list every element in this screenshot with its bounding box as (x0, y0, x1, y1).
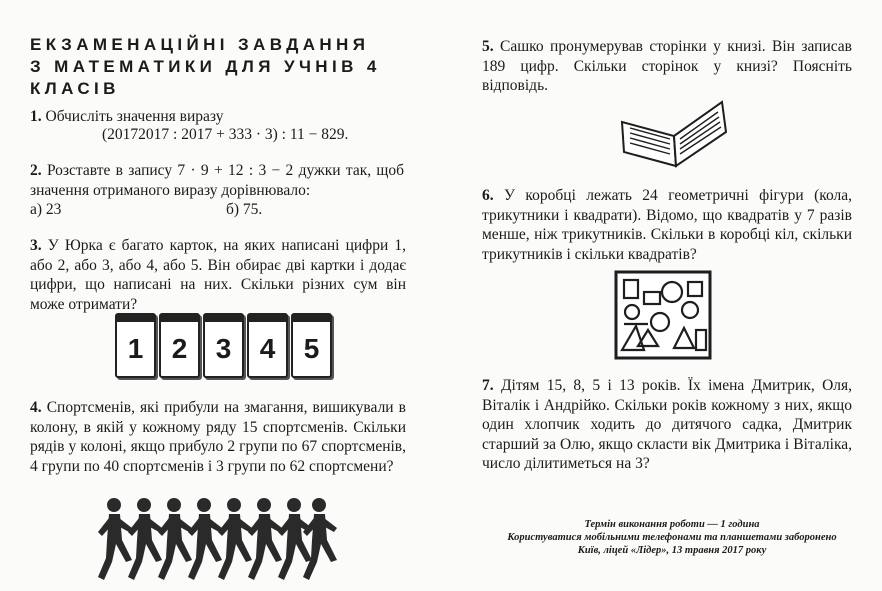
task-number: 5. (482, 38, 494, 55)
page-title (30, 34, 420, 100)
task-number: 6. (482, 187, 494, 204)
title-line-1: ЕКЗАМЕНАЦІЙНІ ЗАВДАННЯ (30, 35, 370, 54)
digit-card: 1 (115, 313, 156, 378)
footer (482, 518, 862, 557)
task-5 (482, 37, 852, 96)
task-3 (30, 236, 406, 314)
digit-card: 5 (291, 313, 332, 378)
task-text: Дітям 15, 8, 5 і 13 років. Їх імена Дмитрик, Оля, Віталік і Андрійко. Скільки років кожному з них, якщо один хлопчик ходить до дитячого садка, Дмитрик старший за Олю, якщо скласти вік Дмитрика і Віталіка, число ділитиметься на 3? (482, 377, 853, 473)
open-book-icon (618, 96, 730, 168)
task-number: 3. (30, 237, 42, 254)
task-text: Обчисліть значення виразу (45, 108, 224, 125)
task-2-option-b: б) 75. (226, 201, 263, 218)
digit-card: 4 (247, 313, 288, 378)
task-4 (30, 398, 406, 476)
geometric-shapes-icon (614, 270, 712, 360)
task-6 (482, 186, 852, 264)
digit-card: 2 (159, 313, 200, 378)
task-number: 2. (30, 162, 42, 179)
task-1-expression: (20172017 : 2017 + 333 · 3) : 11 − 829. (102, 126, 349, 143)
task-number: 4. (30, 399, 42, 416)
task-7 (482, 376, 852, 474)
task-text: Спортсменів, які прибули на змагання, вишикували в колону, в якій у кожному ряду 15 спортсменів. Скільки рядів у колоні, якщо прибуло 2 групи по 67 спортсменів, 4 групи по 40 спортсменів і 3 групи по 62 спортсмени? (30, 399, 406, 475)
footer-duration: Термін виконання роботи — 1 година (584, 519, 760, 530)
digit-card: 3 (203, 313, 244, 378)
task-number: 7. (482, 377, 494, 394)
task-text: У Юрка є багато карток, на яких написані цифри 1, або 2, або 3, або 4, або 5. Він обирає дві картки і додає цифри, що написані на них. Скільки різних сум він може отримати? (30, 237, 406, 313)
runners-icon (98, 496, 338, 582)
digit-cards (115, 313, 332, 378)
footer-place-date: Київ, ліцей «Лідер», 13 травня 2017 року (577, 545, 767, 556)
task-number: 1. (30, 108, 42, 125)
footer-rules: Користуватися мобільними телефонами та планшетами заборонено (507, 532, 837, 543)
task-2 (30, 161, 404, 200)
task-1 (30, 107, 420, 127)
task-text: Сашко пронумерував сторінки у книзі. Він записав 189 цифр. Скільки сторінок у книзі? Поясніть відповідь. (482, 38, 853, 95)
task-2-option-a: а) 23 (30, 201, 62, 218)
title-line-2: З МАТЕМАТИКИ ДЛЯ УЧНІВ 4 КЛАСІВ (30, 57, 381, 98)
task-text: У коробці лежать 24 геометричні фігури (кола, трикутники і квадрати). Відомо, що квадратів у 7 разів менше, ніж трикутників. Скільки в коробці кіл, скільки трикутників і скільки квадратів? (482, 187, 853, 263)
task-text: Розставте в запису 7 · 9 + 12 : 3 − 2 дужки так, щоб значення отриманого виразу дорівнювало: (30, 162, 404, 199)
